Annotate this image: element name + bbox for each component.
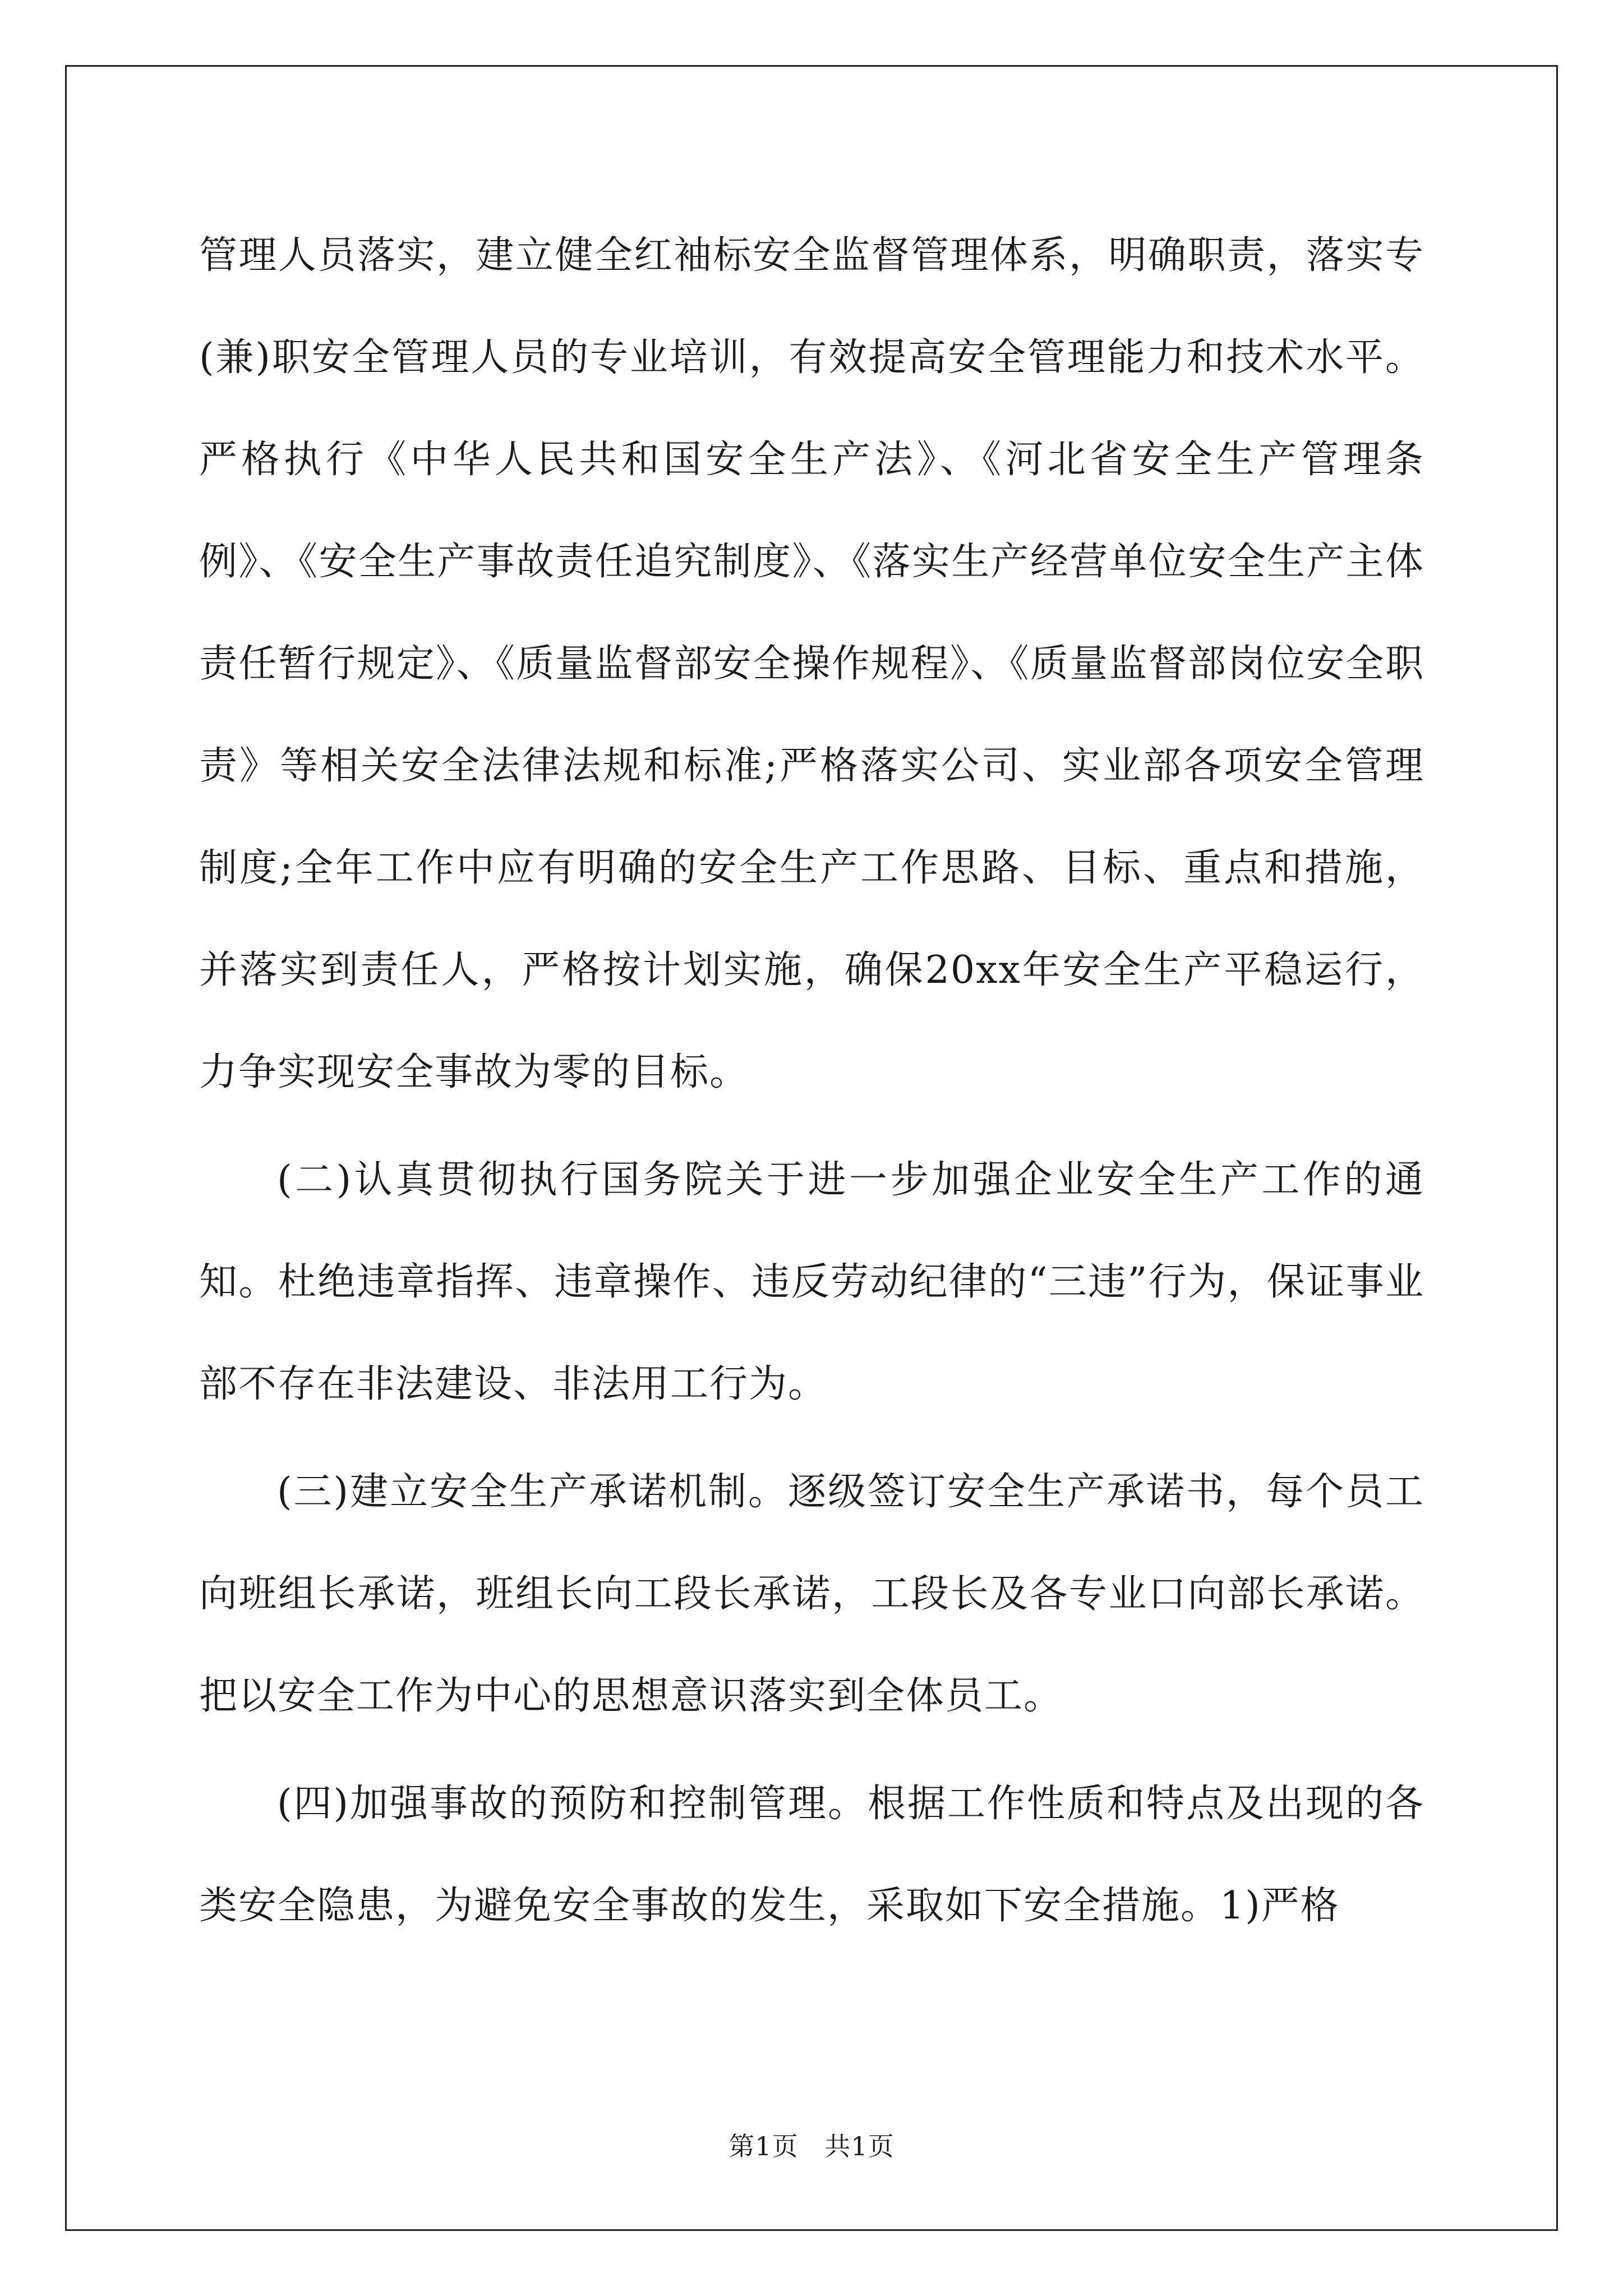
paragraph-1: 管理人员落实，建立健全红袖标安全监督管理体系，明确职责，落实专(兼)职安全管理人员的专业培训，有效提高安全管理能力和技术水平。严格执行《中华人民共和国安全生产法》、《河北省安全生产管理条例》、《安全生产事故责任追究制度》、《落实生产经营单位安全生产主体责任暂行规定》、《质量监督部安全操作规程》、《质量监督部岗位安全职责》等相关安全法律法规和标准;严格落实公司、实业部各项安全管理制度;全年工作中应有明确的安全生产工作思路、目标、重点和措施，并落实到责任人，严格按计划实施，确保20xx年安全生产平稳运行，力争实现安全事故为零的目标。 [199,233,1424,1094]
paragraph-3: (三)建立安全生产承诺机制。逐级签订安全生产承诺书，每个员工向班组长承诺，班组长向工段长承诺，工段长及各专业口向部长承诺。把以安全工作为中心的思想意识落实到全体员工。 [199,1470,1424,1718]
paragraph-2: (二)认真贯彻执行国务院关于进一步加强企业安全生产工作的通知。杜绝违章指挥、违章操作、违反劳动纪律的“三违”行为，保证事业部不存在非法建设、非法用工行为。 [199,1158,1424,1406]
document-body [199,205,1424,1957]
paragraph-4: (四)加强事故的预防和控制管理。根据工作性质和特点及出现的各类安全隐患，为避免安全事故的发生，采取如下安全措施。1)严格 [199,1782,1424,1928]
page-footer: 第1页 共1页 [728,2131,895,2161]
